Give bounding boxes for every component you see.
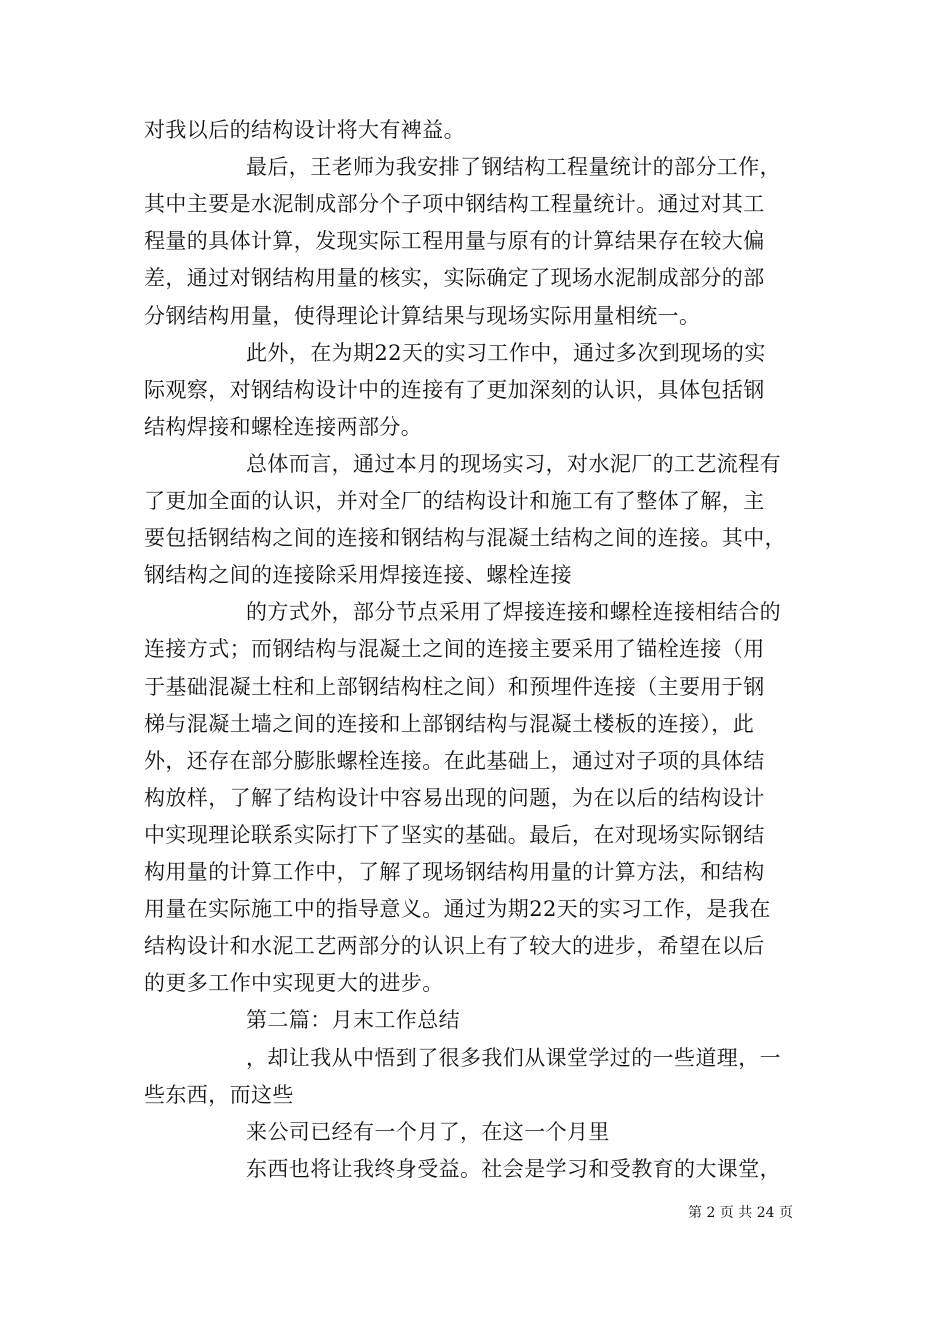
text-line: 梯与混凝土墙之间的连接和上部钢结构与混凝土楼板的连接），此	[144, 712, 755, 736]
text-line: 要包括钢结构之间的连接和钢结构与混凝土结构之间的连接。其中，	[144, 526, 786, 550]
text-line: 程量的具体计算，发现实际工程用量与原有的计算结果存在较大偏	[144, 229, 765, 253]
text-line: 来公司已经有一个月了，在这一个月里	[246, 1120, 610, 1144]
text-line: 用量在实际施工中的指导意义。通过为期22天的实习工作，是我在	[144, 897, 771, 921]
text-line: 了更加全面的认识，并对全厂的结构设计和施工有了整体了解，主	[144, 489, 765, 513]
text-line: 构用量的计算工作中，了解了现场钢结构用量的计算方法，和结构	[144, 860, 765, 884]
text-line: 结构设计和水泥工艺两部分的认识上有了较大的进步，希望在以后	[144, 934, 765, 958]
text-line: 此外，在为期22天的实习工作中，通过多次到现场的实	[246, 341, 766, 365]
text-line: 钢结构之间的连接除采用焊接连接、螺栓连接	[144, 563, 572, 587]
text-line: 际观察，对钢结构设计中的连接有了更加深刻的认识，具体包括钢	[144, 378, 765, 402]
text-line: 连接方式；而钢结构与混凝土之间的连接主要采用了锚栓连接（用	[144, 637, 765, 661]
text-line: 第二篇：月末工作总结	[246, 1008, 460, 1032]
text-line: 结构焊接和螺栓连接两部分。	[144, 415, 423, 439]
text-line: ，却让我从中悟到了很多我们从课堂学过的一些道理，一	[246, 1046, 781, 1070]
text-line: 中实现理论联系实际打下了坚实的基础。最后，在对现场实际钢结	[144, 823, 765, 847]
text-line: 些东西，而这些	[144, 1083, 294, 1107]
text-line: 最后，王老师为我安排了钢结构工程量统计的部分工作，	[246, 155, 781, 179]
text-line: 的方式外，部分节点采用了焊接连接和螺栓连接相结合的	[246, 600, 781, 624]
page-footer: 第 2 页 共 24 页	[688, 1205, 793, 1221]
text-line: 分钢结构用量，使得理论计算结果与现场实际用量相统一。	[144, 304, 701, 328]
text-line: 于基础混凝土柱和上部钢结构柱之间）和预埋件连接（主要用于钢	[144, 675, 765, 699]
text-line: 外，还存在部分膨胀螺栓连接。在此基础上，通过对子项的具体结	[144, 749, 765, 773]
text-line: 其中主要是水泥制成部分个子项中钢结构工程量统计。通过对其工	[144, 192, 765, 216]
text-line: 总体而言，通过本月的现场实习，对水泥厂的工艺流程有	[246, 452, 781, 476]
text-line: 的更多工作中实现更大的进步。	[144, 971, 444, 995]
text-line: 差，通过对钢结构用量的核实，实际确定了现场水泥制成部分的部	[144, 266, 765, 290]
text-line: 构放样，了解了结构设计中容易出现的问题，为在以后的结构设计	[144, 786, 765, 810]
text-line: 对我以后的结构设计将大有裨益。	[144, 118, 465, 142]
text-line: 东西也将让我终身受益。社会是学习和受教育的大课堂，	[246, 1157, 781, 1181]
